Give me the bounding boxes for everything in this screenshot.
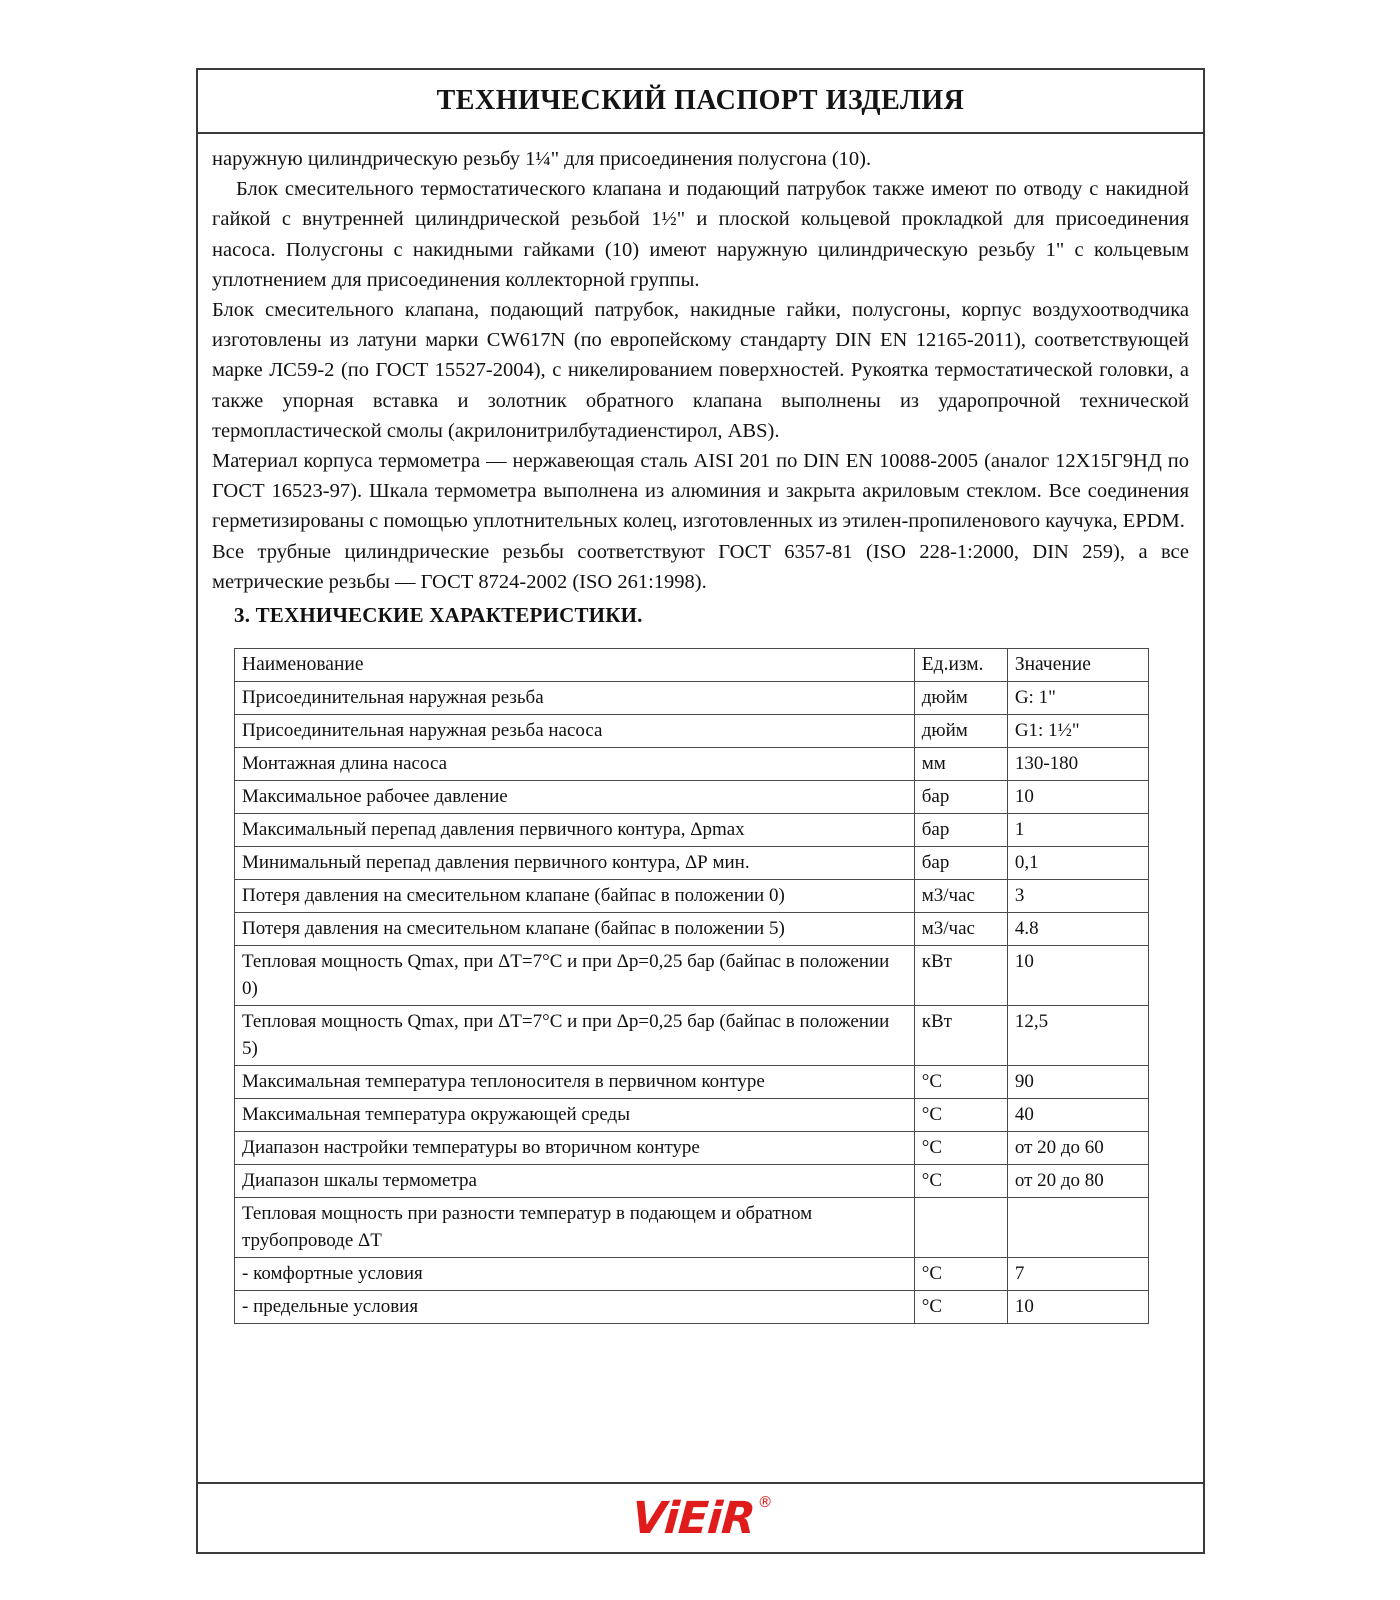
- row-name: Потеря давления на смесительном клапане (байпас в положении 5): [235, 913, 915, 946]
- row-value: 12,5: [1007, 1006, 1148, 1066]
- row-name: Монтажная длина насоса: [235, 748, 915, 781]
- table-row: [235, 1198, 1149, 1258]
- body-paragraph-2: Блок смесительного термостатического клапана и подающий патрубок также имеют по отводу с накидной гайкой с внутренней цилиндрической резьбой 1½" и плоской кольцевой прокладкой для присоединения насоса. Полусгоны с накидными гайками (10) имеют наружную цилиндрическую резьбу 1" с кольцевым уплотнением для присоединения коллекторной группы.: [212, 178, 1189, 291]
- row-unit: °С: [914, 1066, 1007, 1099]
- table-row: [235, 1132, 1149, 1165]
- row-value: 90: [1007, 1066, 1148, 1099]
- row-unit: °С: [914, 1165, 1007, 1198]
- row-value: G: 1": [1007, 682, 1148, 715]
- table-row: [235, 814, 1149, 847]
- row-value: 7: [1007, 1258, 1148, 1291]
- body-paragraph-3: Блок смесительного клапана, подающий патрубок, накидные гайки, полусгоны, корпус воздухоотводчика изготовлены из латуни марки CW617N (по европейскому стандарту DIN EN 12165-2011), соответствующей марке ЛС59-2 (по ГОСТ 15527-2004), с никелированием поверхностей. Рукоятка термостатической головки, а также упорная вставка и золотник обратного клапана выполнены из ударопрочной технической термопластической смолы (акрилонитрилбутадиенстирол, ABS).: [212, 299, 1189, 442]
- row-unit: мм: [914, 748, 1007, 781]
- row-value: 4.8: [1007, 913, 1148, 946]
- row-name: Диапазон шкалы термометра: [235, 1165, 915, 1198]
- document-header: [198, 70, 1203, 134]
- table-header-name: Наименование: [235, 649, 915, 682]
- table-row: [235, 1099, 1149, 1132]
- body-paragraph-5: Все трубные цилиндрические резьбы соответствуют ГОСТ 6357-81 (ISO 228-1:2000, DIN 259), а все метрические резьбы — ГОСТ 8724-2002 (ISO 261:1998).: [212, 540, 1189, 593]
- table-row: [235, 1066, 1149, 1099]
- row-unit: бар: [914, 781, 1007, 814]
- body-paragraph-4: Материал корпуса термометра — нержавеющая сталь AISI 201 по DIN EN 10088-2005 (аналог 12Х15Г9НД по ГОСТ 16523-97). Шкала термометра выполнена из алюминия и закрыта акриловым стеклом. Все соединения герметизированы с помощью уплотнительных колец, изготовленных из этилен-пропиленового каучука, EPDM.: [212, 450, 1189, 533]
- table-header-unit: Ед.изм.: [914, 649, 1007, 682]
- table-row: [235, 913, 1149, 946]
- table-row: [235, 946, 1149, 1006]
- row-name: Максимальное рабочее давление: [235, 781, 915, 814]
- table-row: [235, 781, 1149, 814]
- row-value: 130-180: [1007, 748, 1148, 781]
- specifications-table-container: [212, 648, 1189, 1324]
- body-paragraph-1: наружную цилиндрическую резьбу 1¼" для присоединения полусгона (10).: [212, 148, 872, 170]
- row-value: 40: [1007, 1099, 1148, 1132]
- table-header-row: [235, 649, 1149, 682]
- brand-logo: [631, 1493, 771, 1544]
- section-heading-specifications: 3. ТЕХНИЧЕСКИЕ ХАРАКТЕРИСТИКИ.: [234, 603, 643, 628]
- row-unit: °С: [914, 1258, 1007, 1291]
- row-value: [1007, 1198, 1148, 1258]
- row-name: Диапазон настройки температуры во вторичном контуре: [235, 1132, 915, 1165]
- row-unit: °С: [914, 1099, 1007, 1132]
- specifications-table: [234, 648, 1149, 1324]
- registered-trademark-icon: ®: [757, 1492, 773, 1511]
- table-row: [235, 1258, 1149, 1291]
- row-unit: [914, 1198, 1007, 1258]
- row-name: - предельные условия: [235, 1291, 915, 1324]
- row-value: 10: [1007, 1291, 1148, 1324]
- document-page: [196, 68, 1205, 1554]
- row-value: 10: [1007, 781, 1148, 814]
- row-unit: дюйм: [914, 682, 1007, 715]
- row-name: Тепловая мощность при разности температур в подающем и обратном трубопроводе ΔТ: [235, 1198, 915, 1258]
- row-name: Максимальная температура окружающей среды: [235, 1099, 915, 1132]
- row-name: - комфортные условия: [235, 1258, 915, 1291]
- row-name: Тепловая мощность Qmax, при ΔТ=7°С и при Δр=0,25 бар (байпас в положении 5): [235, 1006, 915, 1066]
- document-footer: [198, 1482, 1203, 1552]
- row-unit: бар: [914, 814, 1007, 847]
- row-name: Присоединительная наружная резьба: [235, 682, 915, 715]
- row-unit: °С: [914, 1132, 1007, 1165]
- row-value: от 20 до 60: [1007, 1132, 1148, 1165]
- row-value: 3: [1007, 880, 1148, 913]
- row-name: Минимальный перепад давления первичного контура, ΔР мин.: [235, 847, 915, 880]
- table-row: [235, 1291, 1149, 1324]
- row-unit: кВт: [914, 1006, 1007, 1066]
- row-unit: дюйм: [914, 715, 1007, 748]
- row-unit: м3/час: [914, 880, 1007, 913]
- row-unit: кВт: [914, 946, 1007, 1006]
- row-name: Потеря давления на смесительном клапане (байпас в положении 0): [235, 880, 915, 913]
- table-row: [235, 748, 1149, 781]
- row-name: Максимальный перепад давления первичного контура, Δpmax: [235, 814, 915, 847]
- row-value: G1: 1½": [1007, 715, 1148, 748]
- row-unit: бар: [914, 847, 1007, 880]
- brand-logo-text: ViEiR: [630, 1492, 757, 1544]
- row-value: 0,1: [1007, 847, 1148, 880]
- row-name: Присоединительная наружная резьба насоса: [235, 715, 915, 748]
- document-body: [198, 134, 1203, 1482]
- row-unit: м3/час: [914, 913, 1007, 946]
- table-row: [235, 847, 1149, 880]
- table-row: [235, 1165, 1149, 1198]
- row-value: от 20 до 80: [1007, 1165, 1148, 1198]
- row-name: Тепловая мощность Qmax, при ΔТ=7°С и при Δр=0,25 бар (байпас в положении 0): [235, 946, 915, 1006]
- table-row: [235, 715, 1149, 748]
- row-unit: °С: [914, 1291, 1007, 1324]
- table-header-value: Значение: [1007, 649, 1148, 682]
- row-value: 1: [1007, 814, 1148, 847]
- page-title: ТЕХНИЧЕСКИЙ ПАСПОРТ ИЗДЕЛИЯ: [436, 85, 965, 116]
- table-row: [235, 880, 1149, 913]
- table-row: [235, 682, 1149, 715]
- row-name: Максимальная температура теплоносителя в первичном контуре: [235, 1066, 915, 1099]
- row-value: 10: [1007, 946, 1148, 1006]
- table-row: [235, 1006, 1149, 1066]
